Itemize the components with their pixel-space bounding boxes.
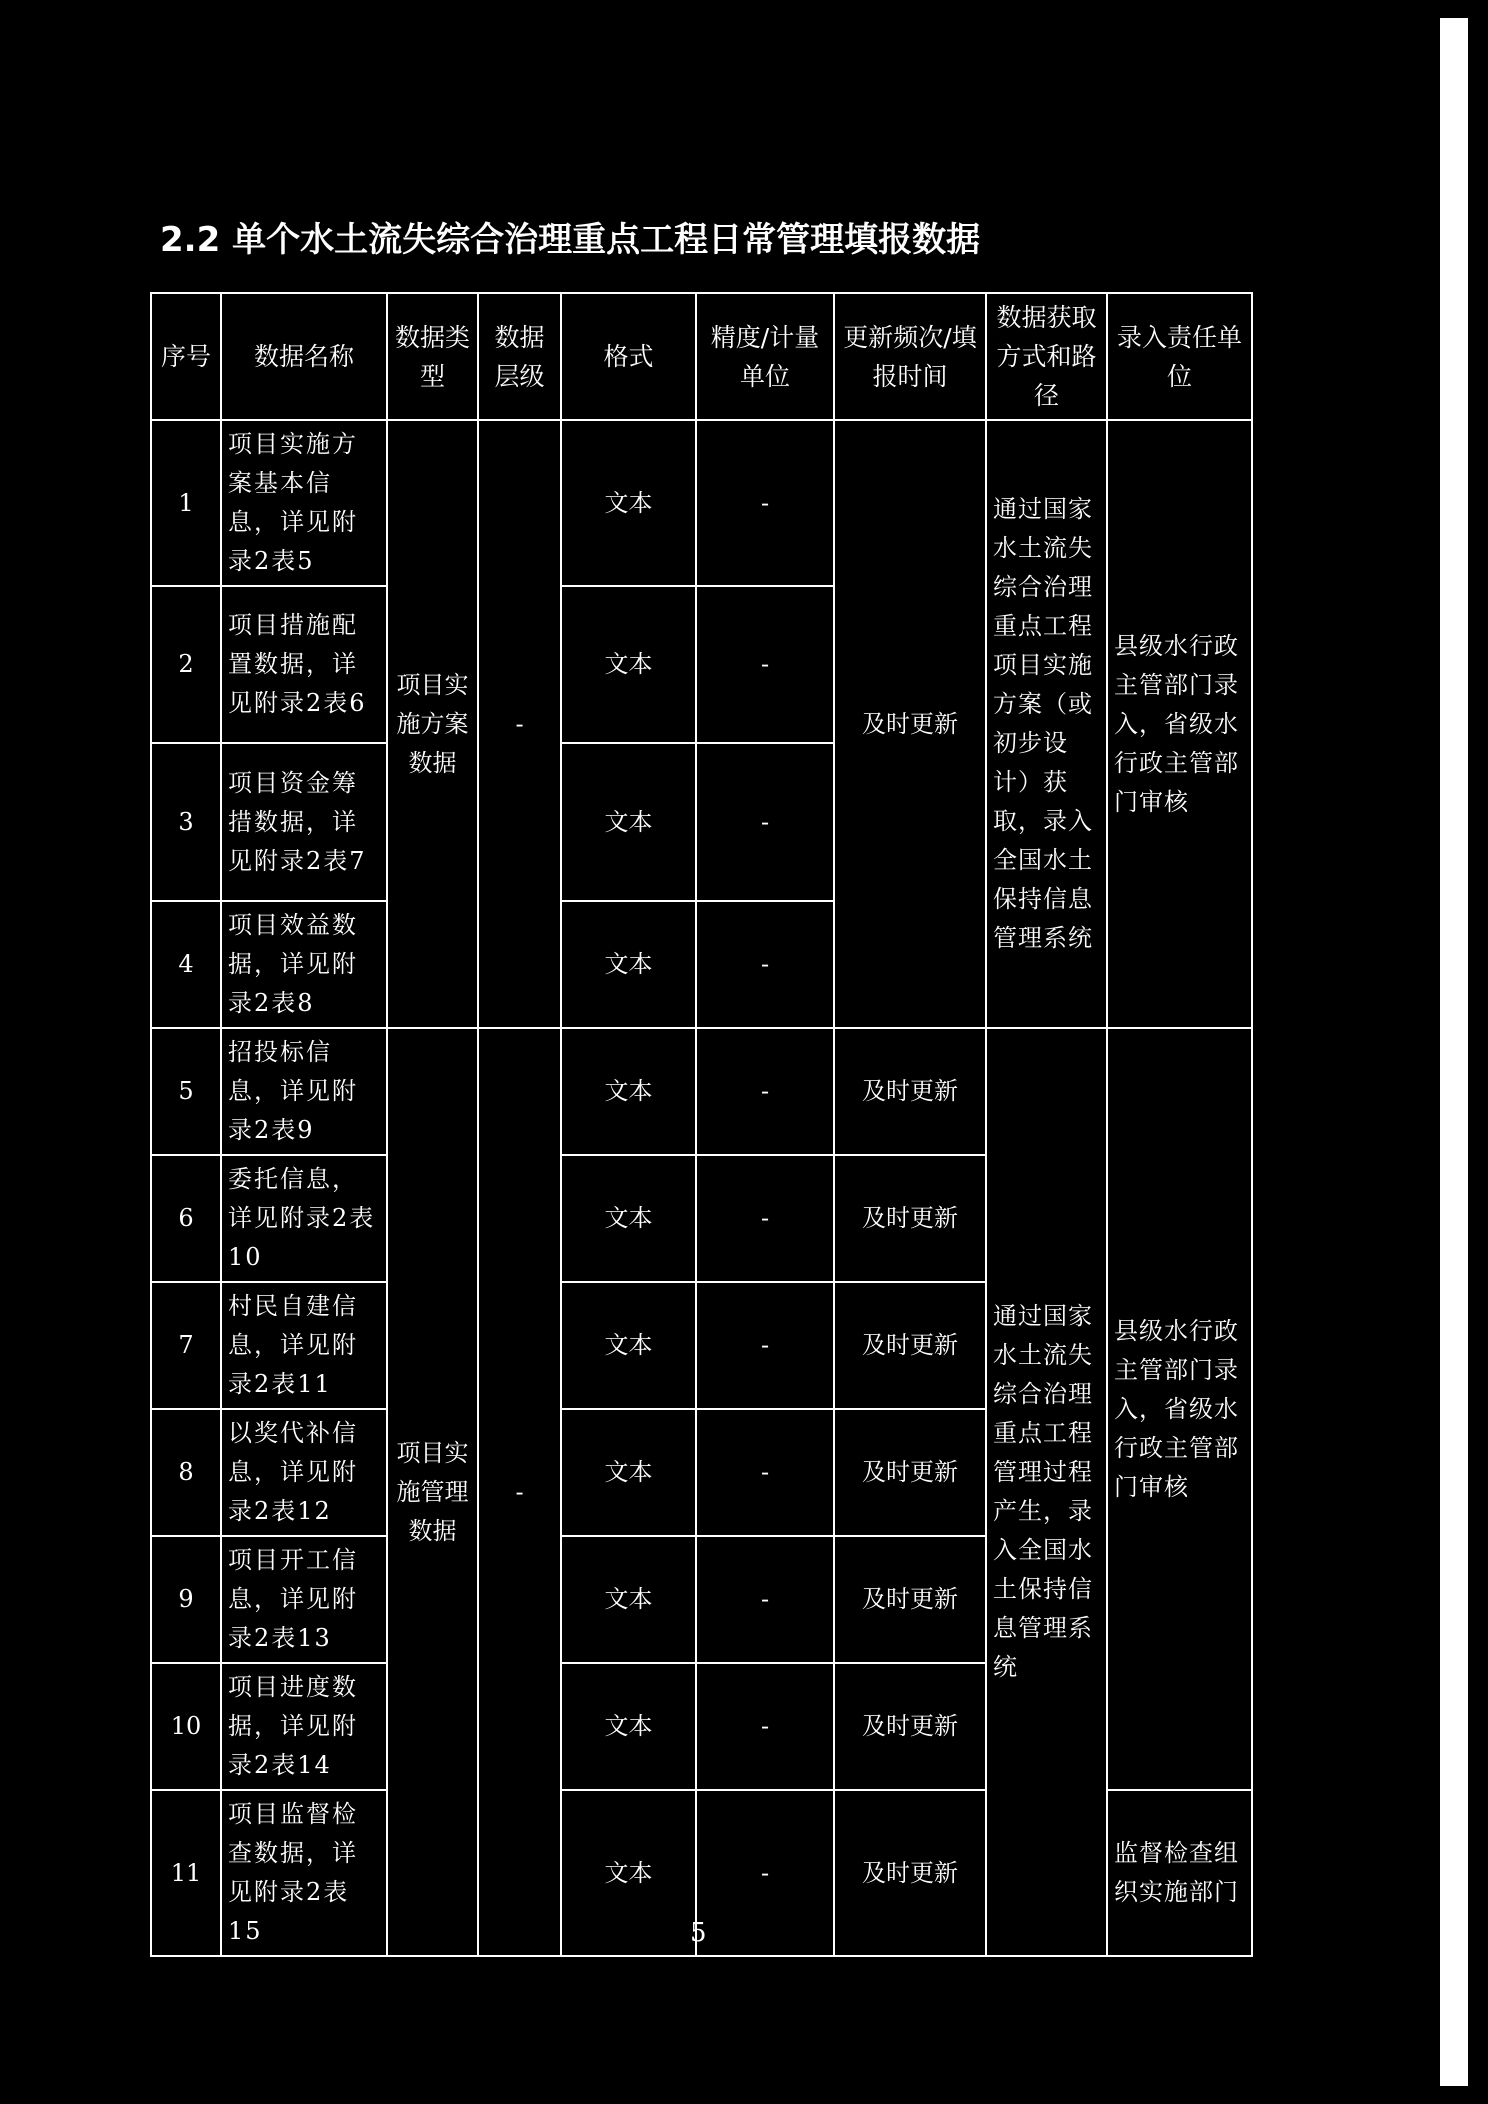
row-update: 及时更新 (834, 1028, 986, 1155)
data-table (150, 292, 1253, 1957)
row-name: 招投标信息，详见附录2表9 (221, 1028, 387, 1155)
row-name: 项目监督检查数据，详见附录2表15 (221, 1790, 387, 1956)
row-precision: - (696, 901, 834, 1028)
row-format: 文本 (561, 1790, 696, 1956)
group2-unit: 县级水行政主管部门录入，省级水行政主管部门审核 (1107, 1028, 1252, 1790)
row-precision: - (696, 743, 834, 901)
row-update: 及时更新 (834, 1155, 986, 1282)
row-format: 文本 (561, 901, 696, 1028)
row-no: 11 (151, 1790, 221, 1956)
section-title: 2.2 单个水土流失综合治理重点工程日常管理填报数据 (160, 220, 981, 260)
row-precision: - (696, 1409, 834, 1536)
header-type: 数据类型 (387, 293, 478, 420)
row-precision: - (696, 1663, 834, 1790)
header-update: 更新频次/填报时间 (834, 293, 986, 420)
row-format: 文本 (561, 1663, 696, 1790)
row-name: 项目措施配置数据，详见附录2表6 (221, 586, 387, 743)
row-format: 文本 (561, 586, 696, 743)
table-row (151, 420, 1252, 586)
group1-type: 项目实施方案数据 (387, 420, 478, 1028)
row-no: 8 (151, 1409, 221, 1536)
header-format: 格式 (561, 293, 696, 420)
row-no: 6 (151, 1155, 221, 1282)
row-format: 文本 (561, 1409, 696, 1536)
header-name: 数据名称 (221, 293, 387, 420)
row-format: 文本 (561, 420, 696, 586)
row-no: 9 (151, 1536, 221, 1663)
row-precision: - (696, 1028, 834, 1155)
row-precision: - (696, 420, 834, 586)
row-no: 10 (151, 1663, 221, 1790)
header-source: 数据获取方式和路径 (986, 293, 1107, 420)
row-precision: - (696, 1536, 834, 1663)
header-level: 数据层级 (478, 293, 561, 420)
header-row (151, 293, 1252, 420)
group2-source: 通过国家水土流失综合治理重点工程管理过程产生，录入全国水土保持信息管理系统 (986, 1028, 1107, 1956)
row-name: 以奖代补信息，详见附录2表12 (221, 1409, 387, 1536)
row-no: 1 (151, 420, 221, 586)
row-no: 2 (151, 586, 221, 743)
row-name: 项目开工信息，详见附录2表13 (221, 1536, 387, 1663)
row-name: 项目效益数据，详见附录2表8 (221, 901, 387, 1028)
group1-level: - (478, 420, 561, 1028)
row-name: 村民自建信息，详见附录2表11 (221, 1282, 387, 1409)
row-precision: - (696, 1790, 834, 1956)
row-name: 项目实施方案基本信息，详见附录2表5 (221, 420, 387, 586)
row-name: 项目进度数据，详见附录2表14 (221, 1663, 387, 1790)
row-update: 及时更新 (834, 1790, 986, 1956)
row-precision: - (696, 586, 834, 743)
row-format: 文本 (561, 1155, 696, 1282)
row-name: 委托信息，详见附录2表10 (221, 1155, 387, 1282)
row-precision: - (696, 1155, 834, 1282)
row-no: 5 (151, 1028, 221, 1155)
row-format: 文本 (561, 1282, 696, 1409)
row-format: 文本 (561, 743, 696, 901)
row-update: 及时更新 (834, 1536, 986, 1663)
group1-source: 通过国家水土流失综合治理重点工程项目实施方案（或初步设计）获取，录入全国水土保持信息管理系统 (986, 420, 1107, 1028)
page-edge-bar (1440, 18, 1468, 2086)
table-row (151, 1028, 1252, 1155)
header-unit: 录入责任单位 (1107, 293, 1252, 420)
row11-unit: 监督检查组织实施部门 (1107, 1790, 1252, 1956)
row-name: 项目资金筹措数据，详见附录2表7 (221, 743, 387, 901)
page-number: 5 (690, 1918, 707, 1948)
group1-unit: 县级水行政主管部门录入，省级水行政主管部门审核 (1107, 420, 1252, 1028)
row-no: 3 (151, 743, 221, 901)
row-no: 4 (151, 901, 221, 1028)
group1-update: 及时更新 (834, 420, 986, 1028)
row-precision: - (696, 1282, 834, 1409)
row-no: 7 (151, 1282, 221, 1409)
group2-level: - (478, 1028, 561, 1956)
row-update: 及时更新 (834, 1282, 986, 1409)
header-no: 序号 (151, 293, 221, 420)
header-precision: 精度/计量单位 (696, 293, 834, 420)
row-update: 及时更新 (834, 1409, 986, 1536)
row-format: 文本 (561, 1028, 696, 1155)
row-format: 文本 (561, 1536, 696, 1663)
group2-type: 项目实施管理数据 (387, 1028, 478, 1956)
row-update: 及时更新 (834, 1663, 986, 1790)
